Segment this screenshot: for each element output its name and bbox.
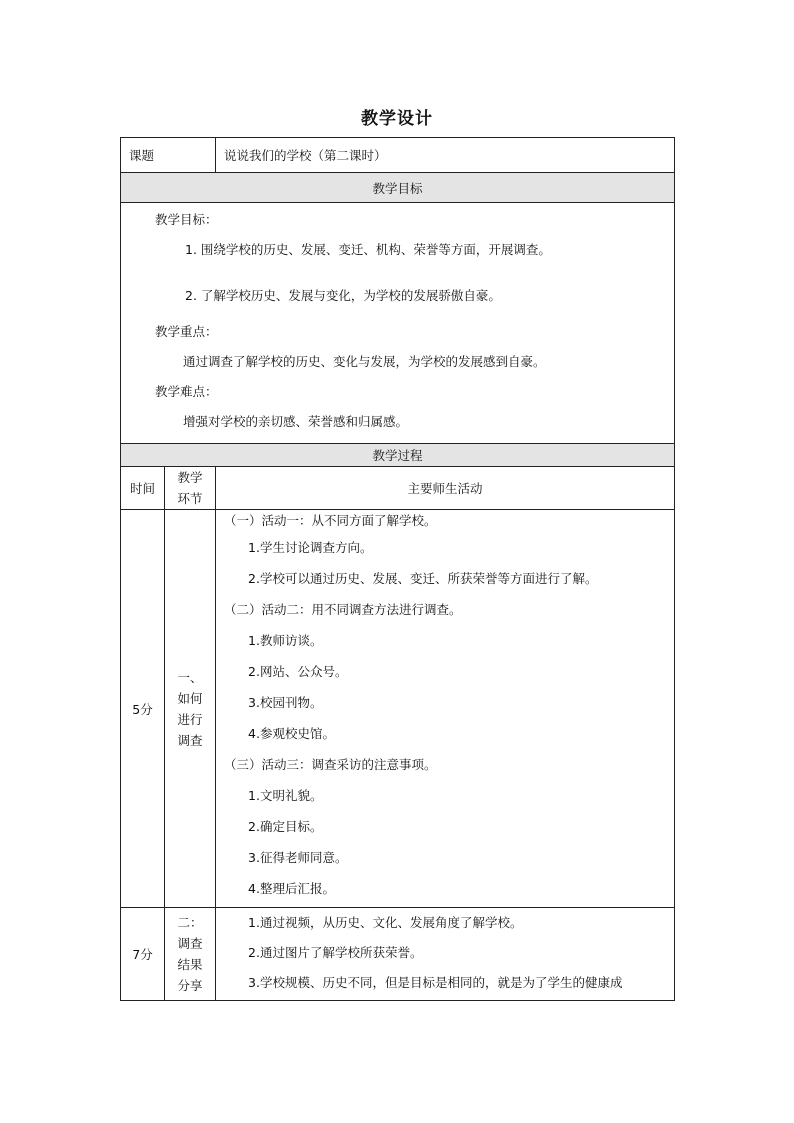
stage-line: 调查 xyxy=(177,732,203,748)
stage-line: 结果 xyxy=(177,957,203,972)
activity-heading: （二）活动二：用不同调查方法进行调查。 xyxy=(224,602,462,617)
document-title: 教学设计 xyxy=(361,109,433,129)
activity-cell xyxy=(216,908,675,1001)
activity-item: 1.教师访谈。 xyxy=(248,633,323,648)
goals-body-row xyxy=(121,203,675,444)
time-cell: 5分 xyxy=(121,510,165,908)
difficulty-label: 教学难点： xyxy=(155,384,218,399)
activity-item: 4.参观校史馆。 xyxy=(248,726,335,741)
activity-item: 3.征得老师同意。 xyxy=(248,850,348,865)
process-section-header: 教学过程 xyxy=(121,444,675,467)
key-point-text: 通过调查了解学校的历史、变化与发展，为学校的发展感到自豪。 xyxy=(183,354,546,369)
stage-line: 进行 xyxy=(177,711,203,727)
activity-item: 3.学校规模、历史不同，但是目标是相同的，就是为了学生的健康成 xyxy=(248,975,623,990)
process-columns-row xyxy=(121,467,675,510)
difficulty-text: 增强对学校的亲切感、荣誉感和归属感。 xyxy=(183,414,409,429)
goals-header-row xyxy=(121,173,675,203)
process-row xyxy=(121,908,675,1001)
activity-item: 2.学校可以通过历史、发展、变迁、所获荣誉等方面进行了解。 xyxy=(248,571,598,586)
activity-item: 2.网站、公众号。 xyxy=(248,664,348,679)
activity-heading: （三）活动三：调查采访的注意事项。 xyxy=(224,757,437,772)
activity-item: 1.文明礼貌。 xyxy=(248,788,323,803)
goals-label: 教学目标： xyxy=(155,212,218,227)
time-cell: 7分 xyxy=(121,908,165,1001)
activity-heading: （一）活动一：从不同方面了解学校。 xyxy=(224,513,437,528)
activity-column-header: 主要师生活动 xyxy=(216,467,675,510)
topic-row xyxy=(121,138,675,173)
stage-line: 一、 xyxy=(177,669,203,685)
activity-cell xyxy=(216,510,675,908)
activity-item: 4.整理后汇报。 xyxy=(248,881,335,896)
stage-cell xyxy=(165,510,216,908)
lesson-plan-table xyxy=(120,137,675,1001)
activity-item: 2.通过图片了解学校所获荣誉。 xyxy=(248,945,423,960)
stage-line: 二： xyxy=(177,915,203,930)
key-point-label: 教学重点： xyxy=(155,324,218,339)
process-row xyxy=(121,510,675,908)
stage-cell xyxy=(165,908,216,1001)
topic-label: 课题 xyxy=(121,138,216,173)
time-column-header: 时间 xyxy=(121,467,165,510)
activity-item: 2.确定目标。 xyxy=(248,819,323,834)
activity-item: 1.通过视频，从历史、文化、发展角度了解学校。 xyxy=(248,915,523,930)
topic-value: 说说我们的学校（第二课时） xyxy=(216,138,675,173)
stage-line: 分享 xyxy=(177,978,203,993)
stage-line: 调查 xyxy=(177,936,203,951)
goal-item: 1. 围绕学校的历史、发展、变迁、机构、荣誉等方面，开展调查。 xyxy=(185,242,551,257)
goal-item: 2. 了解学校历史、发展与变化，为学校的发展骄傲自豪。 xyxy=(185,288,501,303)
stage-column-header xyxy=(165,467,216,510)
activity-item: 1.学生讨论调查方向。 xyxy=(248,540,373,555)
goals-body xyxy=(121,203,675,444)
stage-header-line: 教学 xyxy=(177,470,203,485)
activity-item: 3.校园刊物。 xyxy=(248,695,323,710)
goals-section-header: 教学目标 xyxy=(121,173,675,203)
stage-header-line: 环节 xyxy=(177,491,203,506)
process-header-row xyxy=(121,444,675,467)
stage-line: 如何 xyxy=(177,690,203,706)
